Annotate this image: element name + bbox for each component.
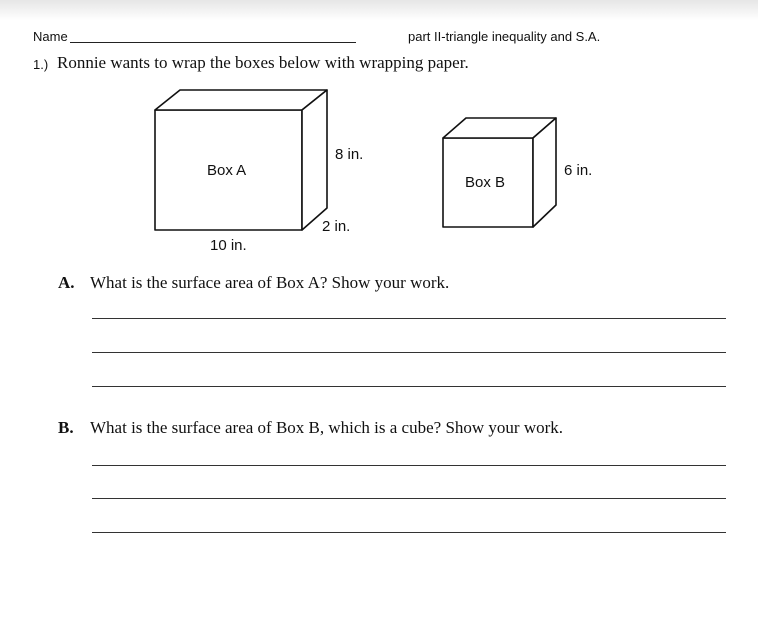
box-a-depth-label: 2 in.	[322, 218, 351, 235]
part-b-question	[58, 418, 563, 438]
box-a-height-label: 8 in.	[335, 146, 364, 163]
part-a-letter: A.	[58, 273, 75, 292]
part-b-letter: B.	[58, 418, 74, 437]
box-b-drawing	[443, 118, 556, 227]
box-b-side-label: 6 in.	[564, 162, 593, 179]
part-a-answer-line-3[interactable]	[92, 386, 726, 387]
part-b-answer-line-1[interactable]	[92, 465, 726, 466]
box-a-drawing	[155, 90, 327, 230]
box-a-label: Box A	[207, 162, 247, 179]
question-number: 1.)	[33, 57, 49, 72]
box-a-length-label: 10 in.	[210, 237, 247, 254]
part-a-answer-line-2[interactable]	[92, 352, 726, 353]
part-b-text: What is the surface area of Box B, which is a cube? Show your work.	[90, 418, 564, 437]
question-text: Ronnie wants to wrap the boxes below with wrapping paper.	[57, 53, 469, 72]
part-a-question	[58, 273, 449, 293]
part-title: part II-triangle inequality and S.A.	[408, 29, 601, 44]
part-a-answer-line-1[interactable]	[92, 318, 726, 319]
part-a-text: What is the surface area of Box A? Show your work.	[90, 273, 450, 292]
part-b-answer-line-3[interactable]	[92, 532, 726, 533]
name-label: Name	[33, 29, 68, 44]
box-b-label: Box B	[465, 174, 506, 191]
part-b-answer-line-2[interactable]	[92, 498, 726, 499]
